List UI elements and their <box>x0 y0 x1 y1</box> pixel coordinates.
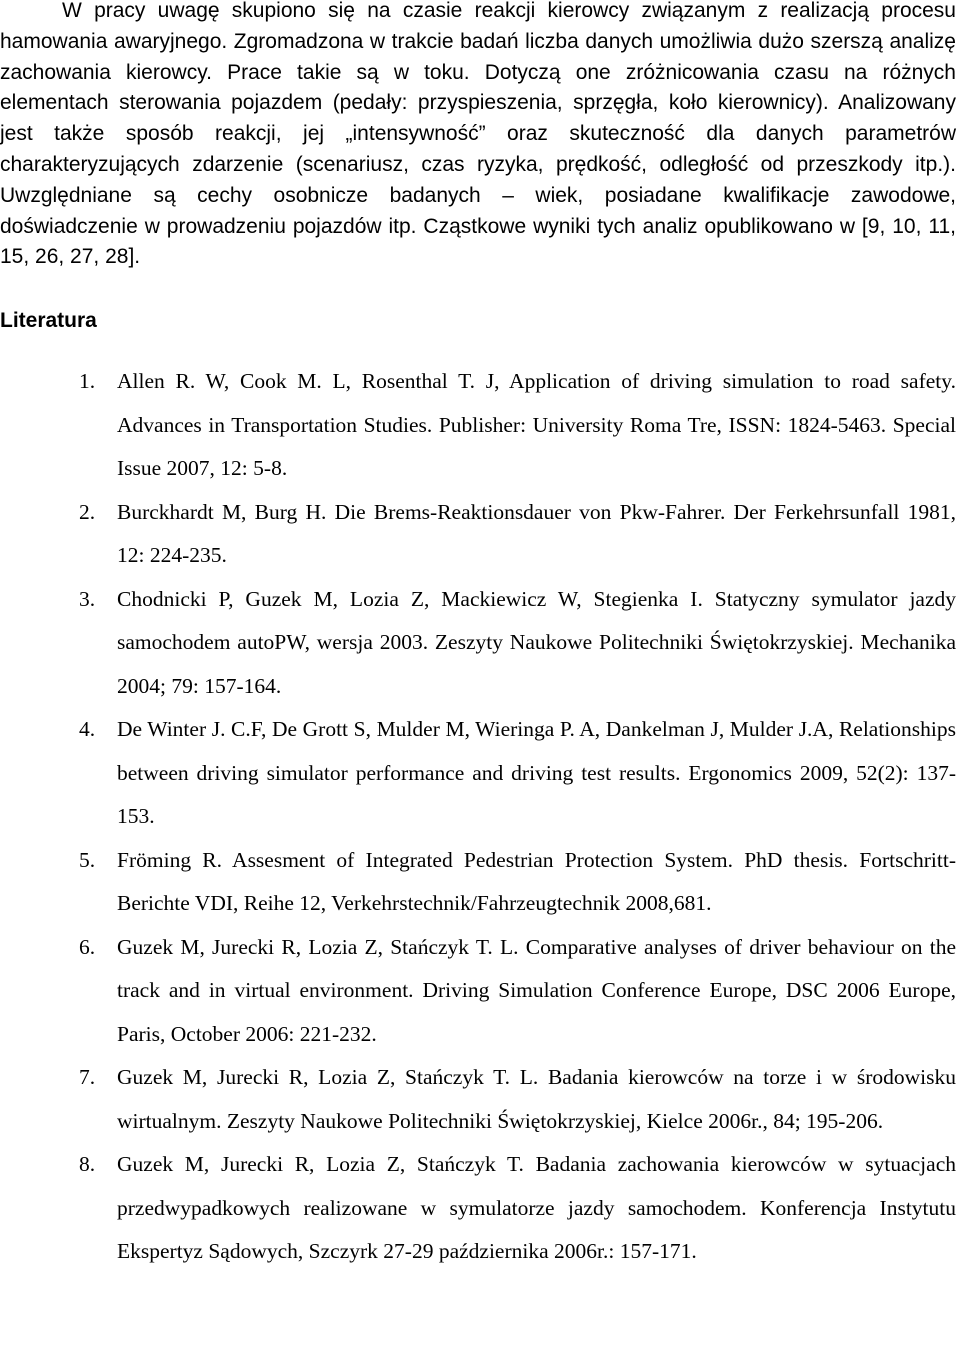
reference-list <box>0 360 956 1274</box>
reference-number: 1. <box>79 369 96 393</box>
reference-item <box>0 708 956 839</box>
reference-item <box>0 839 956 926</box>
reference-number: 8. <box>79 1152 96 1176</box>
reference-number: 6. <box>79 934 96 959</box>
reference-text: De Winter J. C.F, De Grott S, Mulder M, Wieringa P. A, Dankelman J, Mulder J.A, Relationships between driving simulator performance and driving test results. Ergonomics 2009, 52(2): 137-153. <box>117 717 956 828</box>
reference-number: 7. <box>79 1065 96 1089</box>
reference-text: Guzek M, Jurecki R, Lozia Z, Stańczyk T. L. Comparative analyses of driver behaviour on the track and in virtual environment. Driving Simulation Conference Europe, DSC 2006 Europe, Paris, October 2006: 221-232. <box>117 934 956 1046</box>
reference-item <box>0 1143 956 1274</box>
reference-item <box>0 360 956 491</box>
reference-text: Chodnicki P, Guzek M, Lozia Z, Mackiewicz W, Stegienka I. Statyczny symulator jazdy samochodem autoPW, wersja 2003. Zeszyty Naukowe Politechniki Świętokrzyskiej. Mechanika 2004; 79: 157-164. <box>117 586 956 698</box>
intro-paragraph: W pracy uwagę skupiono się na czasie reakcji kierowcy związanym z realizacją procesu hamowania awaryjnego. Zgromadzona w trakcie badań liczba danych umożliwia dużo szerszą analizę zachowania kierowcy. Prace takie są w toku. Dotyczą one zróżnicowania czasu na różnych elementach sterowania pojazdem (pedały: przyspieszenia, sprzęgła, koło kierownicy). Analizowany jest także sposób reakcji, jej „intensywność” oraz skuteczność dla danych parametrów charakteryzujących zdarzenie (scenariusz, czas ryzyka, prędkość, odległość od przeszkody itp.). Uwzględniane są cechy osobnicze badanych – wiek, posiadane kwalifikacje zawodowe, doświadczenie w prowadzeniu pojazdów itp. Cząstkowe wyniki tych analiz opublikowano w [9, 10, 11, 15, 26, 27, 28]. <box>0 0 956 269</box>
reference-item <box>0 578 956 709</box>
reference-number: 2. <box>79 499 96 524</box>
reference-text: Allen R. W, Cook M. L, Rosenthal T. J, Application of driving simulation to road safety. Advances in Transportation Studies. Publisher: University Roma Tre, ISSN: 1824-5463. Special Issue 2007, 12: 5-8. <box>117 369 956 480</box>
reference-text: Guzek M, Jurecki R, Lozia Z, Stańczyk T. L. Badania kierowców na torze i w środowisku wirtualnym. Zeszyty Naukowe Politechniki Świętokrzyskiej, Kielce 2006r., 84; 195-206. <box>117 1065 956 1133</box>
reference-item <box>0 1056 956 1143</box>
reference-number: 5. <box>79 847 96 872</box>
reference-number: 3. <box>79 586 96 611</box>
reference-text: Guzek M, Jurecki R, Lozia Z, Stańczyk T. Badania zachowania kierowców w sytuacjach przedwypadkowych realizowane w symulatorze jazdy samochodem. Konferencja Instytutu Ekspertyz Sądowych, Szczyrk 27-29 października 2006r.: 157-171. <box>117 1152 956 1263</box>
literature-heading: Literatura <box>0 309 97 332</box>
reference-number: 4. <box>79 717 96 741</box>
reference-text: Burckhardt M, Burg H. Die Brems-Reaktionsdauer von Pkw-Fahrer. Der Ferkehrsunfall 1981, 12: 224-235. <box>117 499 956 567</box>
reference-item <box>0 491 956 578</box>
reference-item <box>0 926 956 1057</box>
reference-text: Fröming R. Assesment of Integrated Pedestrian Protection System. PhD thesis. Fortschritt-Berichte VDI, Reihe 12, Verkehrstechnik/Fahrzeugtechnik 2008,681. <box>117 847 956 915</box>
